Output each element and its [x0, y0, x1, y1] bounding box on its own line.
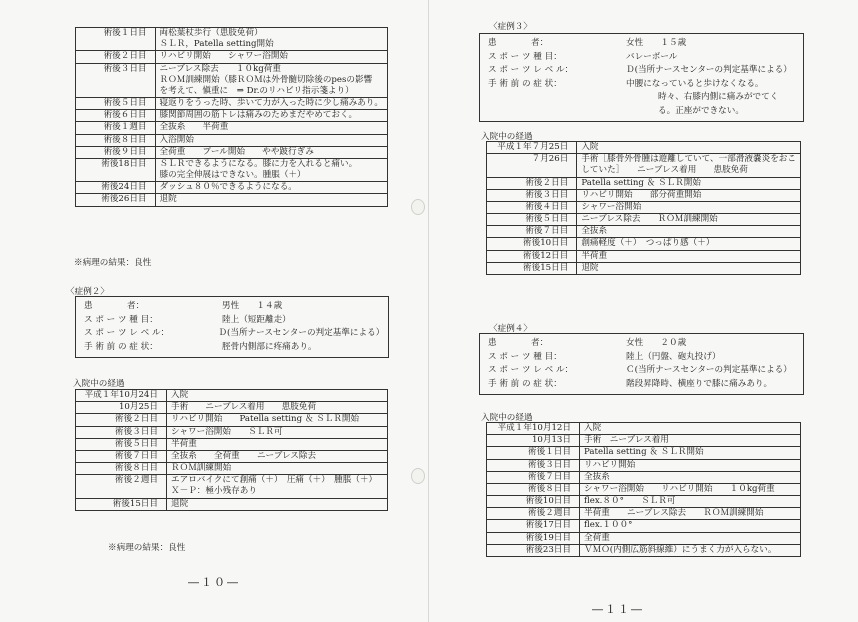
binding-hole [411, 199, 425, 215]
event-cell [580, 508, 801, 520]
day-cell: 術後５日目 [487, 214, 577, 226]
event-cell [155, 146, 387, 158]
table-row [76, 450, 388, 462]
hospital-course-table-case4 [486, 422, 801, 557]
event-cell [580, 423, 801, 435]
profile-key: ス ポ ー ツ 種 目： [84, 314, 158, 325]
event-cell [577, 201, 801, 213]
day-cell: 術後24日目 [76, 182, 156, 194]
event-line: 全抜糸 半荷重 [159, 122, 229, 133]
table-row [487, 189, 801, 201]
profile-key: ス ポ ー ツ レ ベ ル： [488, 365, 574, 376]
table-row [487, 423, 801, 435]
table-row [76, 475, 388, 498]
event-cell [580, 496, 801, 508]
event-cell [155, 158, 387, 181]
event-cell [580, 483, 801, 495]
profile-value: Ｄ(当所ナースセンターの判定基準による） [218, 328, 385, 339]
event-cell [155, 122, 387, 134]
case3-profile-box [479, 33, 804, 122]
table-row [487, 435, 801, 447]
profile-key: ス ポ ー ツ レ ベ ル： [84, 328, 170, 339]
table-row [76, 146, 388, 158]
profile-key: 患 者： [488, 338, 549, 348]
event-line: 入浴開始 [159, 134, 194, 145]
table-row [76, 402, 388, 414]
table-row [76, 463, 388, 475]
table-row [487, 262, 801, 274]
day-cell: 平成１年10月24日 [76, 390, 167, 402]
event-cell [155, 182, 387, 194]
day-cell: 術後19日目 [487, 532, 580, 544]
event-line: Patella setting ＆ ＳＬＲ開始 [584, 447, 704, 458]
event-line: 全抜糸 全荷重 ニーブレス除去 [171, 450, 317, 461]
table-row [487, 496, 801, 508]
case2-profile-box [75, 296, 389, 358]
profile-key: 患 者： [488, 38, 549, 48]
day-cell: 術後８日目 [76, 463, 167, 475]
event-line: 入院 [584, 423, 602, 433]
event-cell [155, 194, 387, 206]
profile-row [488, 78, 795, 92]
profile-key: 患 者： [84, 301, 145, 311]
profile-value: 男性 １４歳 [222, 301, 283, 311]
profile-key: 手 術 前 の 症 状： [488, 378, 562, 389]
event-cell [577, 154, 801, 177]
day-cell: 術後23日目 [487, 544, 580, 556]
day-cell: 術後15日目 [76, 498, 167, 510]
day-cell: 術後１日目 [487, 447, 580, 459]
event-line: 入院 [581, 142, 599, 152]
event-line: を考えて、愼重に ⇒ Dr.のリハビリ指示箋より） [159, 85, 354, 96]
table-row [487, 177, 801, 189]
event-line: エアロバイクにて創痛（＋） 圧痛（＋） 腫脹（＋） [171, 475, 378, 486]
table-row [487, 532, 801, 544]
day-cell: 術後12日目 [487, 250, 577, 262]
profile-value: 女性 ２０歳 [626, 338, 687, 348]
day-cell: 術後６日目 [76, 110, 156, 122]
day-cell: 術後10日目 [487, 238, 577, 250]
day-cell: 平成１年７月25日 [487, 142, 577, 154]
day-cell: 術後２週目 [76, 475, 167, 498]
pathology-note: ※病理の結果：良性 [74, 258, 152, 268]
event-line: シャワー浴開始 ＳＬＲ可 [171, 426, 283, 437]
event-line: リハビリ開始 [584, 459, 636, 470]
event-line: 入院 [171, 390, 189, 400]
profile-row [488, 378, 795, 392]
case3-label: 〈症例３〉 [489, 22, 532, 32]
table-row [76, 498, 388, 510]
table-row [487, 520, 801, 532]
hospital-course-label: 入院中の経過 [481, 132, 533, 142]
profile-key: 手 術 前 の 症 状： [84, 341, 158, 352]
profile-row [84, 327, 385, 341]
event-line: 全荷重 プール開始 やや跛行ぎみ [159, 146, 314, 157]
event-line: 半荷重 [171, 438, 197, 449]
table-row [76, 414, 388, 426]
table-row [76, 158, 388, 181]
event-cell [155, 28, 387, 51]
day-cell: 術後３日目 [76, 426, 167, 438]
table-row [487, 471, 801, 483]
table-row [76, 194, 388, 206]
event-line: シャワー浴開始 [581, 201, 642, 212]
event-line: 両松葉杖歩行（患肢免荷） [159, 28, 263, 38]
event-line: ＳＬＲ，Patella setting開始 [159, 39, 274, 50]
case4-label: 〈症例４〉 [489, 324, 532, 334]
day-cell: 術後３日目 [487, 189, 577, 201]
event-line: 半荷重 [581, 250, 608, 261]
event-cell [580, 471, 801, 483]
event-cell [580, 435, 801, 447]
profile-row [488, 37, 795, 51]
day-cell: 術後２週目 [487, 508, 580, 520]
page-number: ―１１― [592, 603, 644, 616]
table-row [76, 63, 388, 98]
event-cell [577, 189, 801, 201]
profile-value: 陸上（短距離走） [222, 314, 291, 325]
day-cell: 術後８日目 [76, 134, 156, 146]
table-row [76, 110, 388, 122]
event-cell [580, 520, 801, 532]
table-row [487, 142, 801, 154]
event-line: シャワー浴開始 リハビリ開始 １０kg荷重 [584, 483, 775, 494]
table-row [76, 182, 388, 194]
day-cell: 術後10日目 [487, 496, 580, 508]
event-cell [580, 544, 801, 556]
profile-row [488, 351, 795, 365]
profile-row [84, 300, 380, 314]
binding-hole [411, 468, 425, 484]
event-line: Patella setting ＆ ＳＬＲ開始 [581, 177, 701, 188]
event-line: ニーブレス除去 ＲＯＭ訓練開始 [581, 214, 718, 225]
event-cell [167, 498, 388, 510]
event-line: 手術 ニーブレス着用 [584, 435, 669, 446]
event-line: ダッシュ８０％できるようになる。 [159, 182, 297, 193]
event-line: ニーブレス除去 １０kg荷重 [159, 63, 281, 74]
event-cell [580, 459, 801, 471]
profile-value: 中腰になっていると歩けなくなる。 [626, 78, 764, 89]
event-line: 寝返りをうった時、歩いて力が入った時に少し痛みあり。 [159, 98, 383, 109]
right-page [429, 0, 858, 622]
table-row [487, 250, 801, 262]
case4-profile-box [479, 333, 804, 395]
day-cell: ７月26日 [487, 154, 577, 177]
event-line: 膝関節周囲の筋トレは痛みのためまだやめておく。 [159, 110, 358, 121]
day-cell: 術後２日目 [487, 177, 577, 189]
day-cell: 10月13日 [487, 435, 580, 447]
event-cell [577, 226, 801, 238]
event-line: していた］ ニーブレス着用 患肢免荷 [581, 165, 748, 176]
event-cell [577, 142, 801, 154]
day-cell: 術後１日目 [76, 28, 156, 51]
table-row [76, 134, 388, 146]
event-cell [577, 214, 801, 226]
event-line: flex.１００° [584, 520, 633, 531]
profile-row [488, 64, 795, 78]
day-cell: 術後８日目 [487, 483, 580, 495]
day-cell: 術後５日目 [76, 98, 156, 110]
event-cell [167, 438, 388, 450]
table-row [76, 438, 388, 450]
event-cell [167, 475, 388, 498]
event-cell [167, 450, 388, 462]
table-row [76, 122, 388, 134]
day-cell: 10月25日 [76, 402, 167, 414]
hospital-course-label: 入院中の経過 [481, 413, 533, 423]
profile-row [488, 364, 795, 378]
day-cell: 術後15日目 [487, 262, 577, 274]
table-row [76, 28, 388, 51]
page-number: ―１０― [188, 576, 240, 589]
event-line: 手術 ニーブレス着用 患肢免荷 [171, 402, 317, 413]
profile-key: ス ポ ー ツ 種 目： [488, 351, 562, 362]
event-cell [580, 447, 801, 459]
table-row [76, 426, 388, 438]
table-row [487, 214, 801, 226]
table-row [487, 508, 801, 520]
event-line: 手術［膝骨外骨腫は遊離していて、一部滑液嚢炎をおこ [581, 154, 796, 165]
table-row [487, 459, 801, 471]
table-row [487, 201, 801, 213]
event-line: 膝の完全伸展はできない。腫脹（＋） [159, 170, 306, 181]
day-cell: 術後18日目 [76, 158, 156, 181]
table-row [487, 154, 801, 177]
day-cell: 術後７日目 [487, 226, 577, 238]
profile-value: 階段昇降時、横座りで膝に痛みあり。 [626, 378, 773, 389]
hospital-course-table-case3 [486, 141, 801, 275]
event-line: ＳＬＲできるようになる。膝に力を入れると痛い。 [159, 158, 358, 169]
table-row [76, 51, 388, 63]
table-row [76, 390, 388, 402]
event-cell [155, 110, 387, 122]
event-line: ＲＯＭ訓練開始（膝ＲＯＭは外骨髄切除後のpesの影響 [159, 74, 373, 85]
profile-row [488, 51, 795, 65]
event-line: ＶＭＯ(内側広筋斜線維）にうまく力が入らない。 [584, 544, 777, 555]
pathology-note: ※病理の結果：良性 [108, 543, 186, 553]
profile-key: ス ポ ー ツ 種 目： [488, 51, 562, 62]
event-cell [580, 532, 801, 544]
event-line: 創痛軽度（＋） つっぱり感（＋） [581, 238, 715, 249]
day-cell: 術後26日目 [76, 194, 156, 206]
event-cell [577, 238, 801, 250]
event-cell [167, 402, 388, 414]
profile-value: 女性 １５歳 [626, 38, 687, 48]
event-cell [155, 134, 387, 146]
day-cell: 術後９日目 [76, 146, 156, 158]
table-row [76, 98, 388, 110]
event-cell [167, 426, 388, 438]
event-line: Ｘ－Ｐ：極小残存あり [171, 486, 257, 497]
day-cell: 術後５日目 [76, 438, 167, 450]
day-cell: 術後７日目 [487, 471, 580, 483]
event-cell [577, 250, 801, 262]
day-cell: 術後４日目 [487, 201, 577, 213]
profile-value: 脛骨内側部に疼痛あり。 [222, 341, 317, 352]
table-row [487, 544, 801, 556]
profile-extra: 時々、右膝内側に痛みがでてくる。正座ができない。 [658, 92, 779, 116]
day-cell: 術後１週目 [76, 122, 156, 134]
event-cell [577, 262, 801, 274]
event-line: ＲＯＭ訓練開始 [171, 463, 232, 474]
case2-label: 〈症例２〉 [66, 287, 109, 297]
event-cell [155, 51, 387, 63]
day-cell: 平成１年10月12日 [487, 423, 580, 435]
event-line: 退院 [581, 262, 599, 273]
event-cell [167, 463, 388, 475]
profile-value: Ｄ(当所ナースセンターの判定基準による） [626, 65, 792, 76]
postop-table-case1 [75, 27, 388, 207]
event-line: 全抜糸 [581, 226, 608, 237]
day-cell: 術後２日目 [76, 51, 156, 63]
event-line: リハビリ開始 部分荷重開始 [581, 189, 702, 200]
day-cell: 術後２日目 [76, 414, 167, 426]
profile-key: ス ポ ー ツ レ ベ ル： [488, 65, 574, 76]
profile-key: 手 術 前 の 症 状： [488, 78, 562, 89]
profile-value: バレーボール [626, 51, 678, 62]
hospital-course-label: 入院中の経過 [73, 379, 125, 389]
event-line: 全荷重 [584, 532, 610, 543]
event-line: 全抜糸 [584, 471, 610, 482]
event-cell [167, 390, 388, 402]
profile-row [84, 314, 380, 328]
hospital-course-table-case2 [75, 389, 388, 511]
day-cell: 術後17日目 [487, 520, 580, 532]
event-line: 退院 [171, 498, 189, 509]
event-line: リハビリ開始 シャワー浴開始 [159, 51, 289, 62]
table-row [487, 238, 801, 250]
event-cell [167, 414, 388, 426]
profile-value: 陸上（円盤、砲丸投げ） [626, 351, 721, 362]
event-line: 退院 [159, 194, 177, 205]
profile-row [488, 337, 795, 351]
table-row [487, 483, 801, 495]
event-cell [155, 63, 387, 98]
event-cell [155, 98, 387, 110]
profile-row [84, 341, 380, 355]
day-cell: 術後３日目 [76, 63, 156, 98]
event-line: リハビリ開始 Patella setting ＆ ＳＬＲ開始 [171, 414, 360, 425]
event-line: flex.８０° ＳＬＲ可 [584, 496, 676, 507]
day-cell: 術後７日目 [76, 450, 167, 462]
profile-value: Ｃ(当所ナースセンターの判定基準による） [626, 365, 792, 376]
day-cell: 術後３日目 [487, 459, 580, 471]
table-row [487, 226, 801, 238]
event-line: 半荷重 ニーブレス除去 ＲＯＭ訓練開始 [584, 508, 764, 519]
event-cell [577, 177, 801, 189]
table-row [487, 447, 801, 459]
